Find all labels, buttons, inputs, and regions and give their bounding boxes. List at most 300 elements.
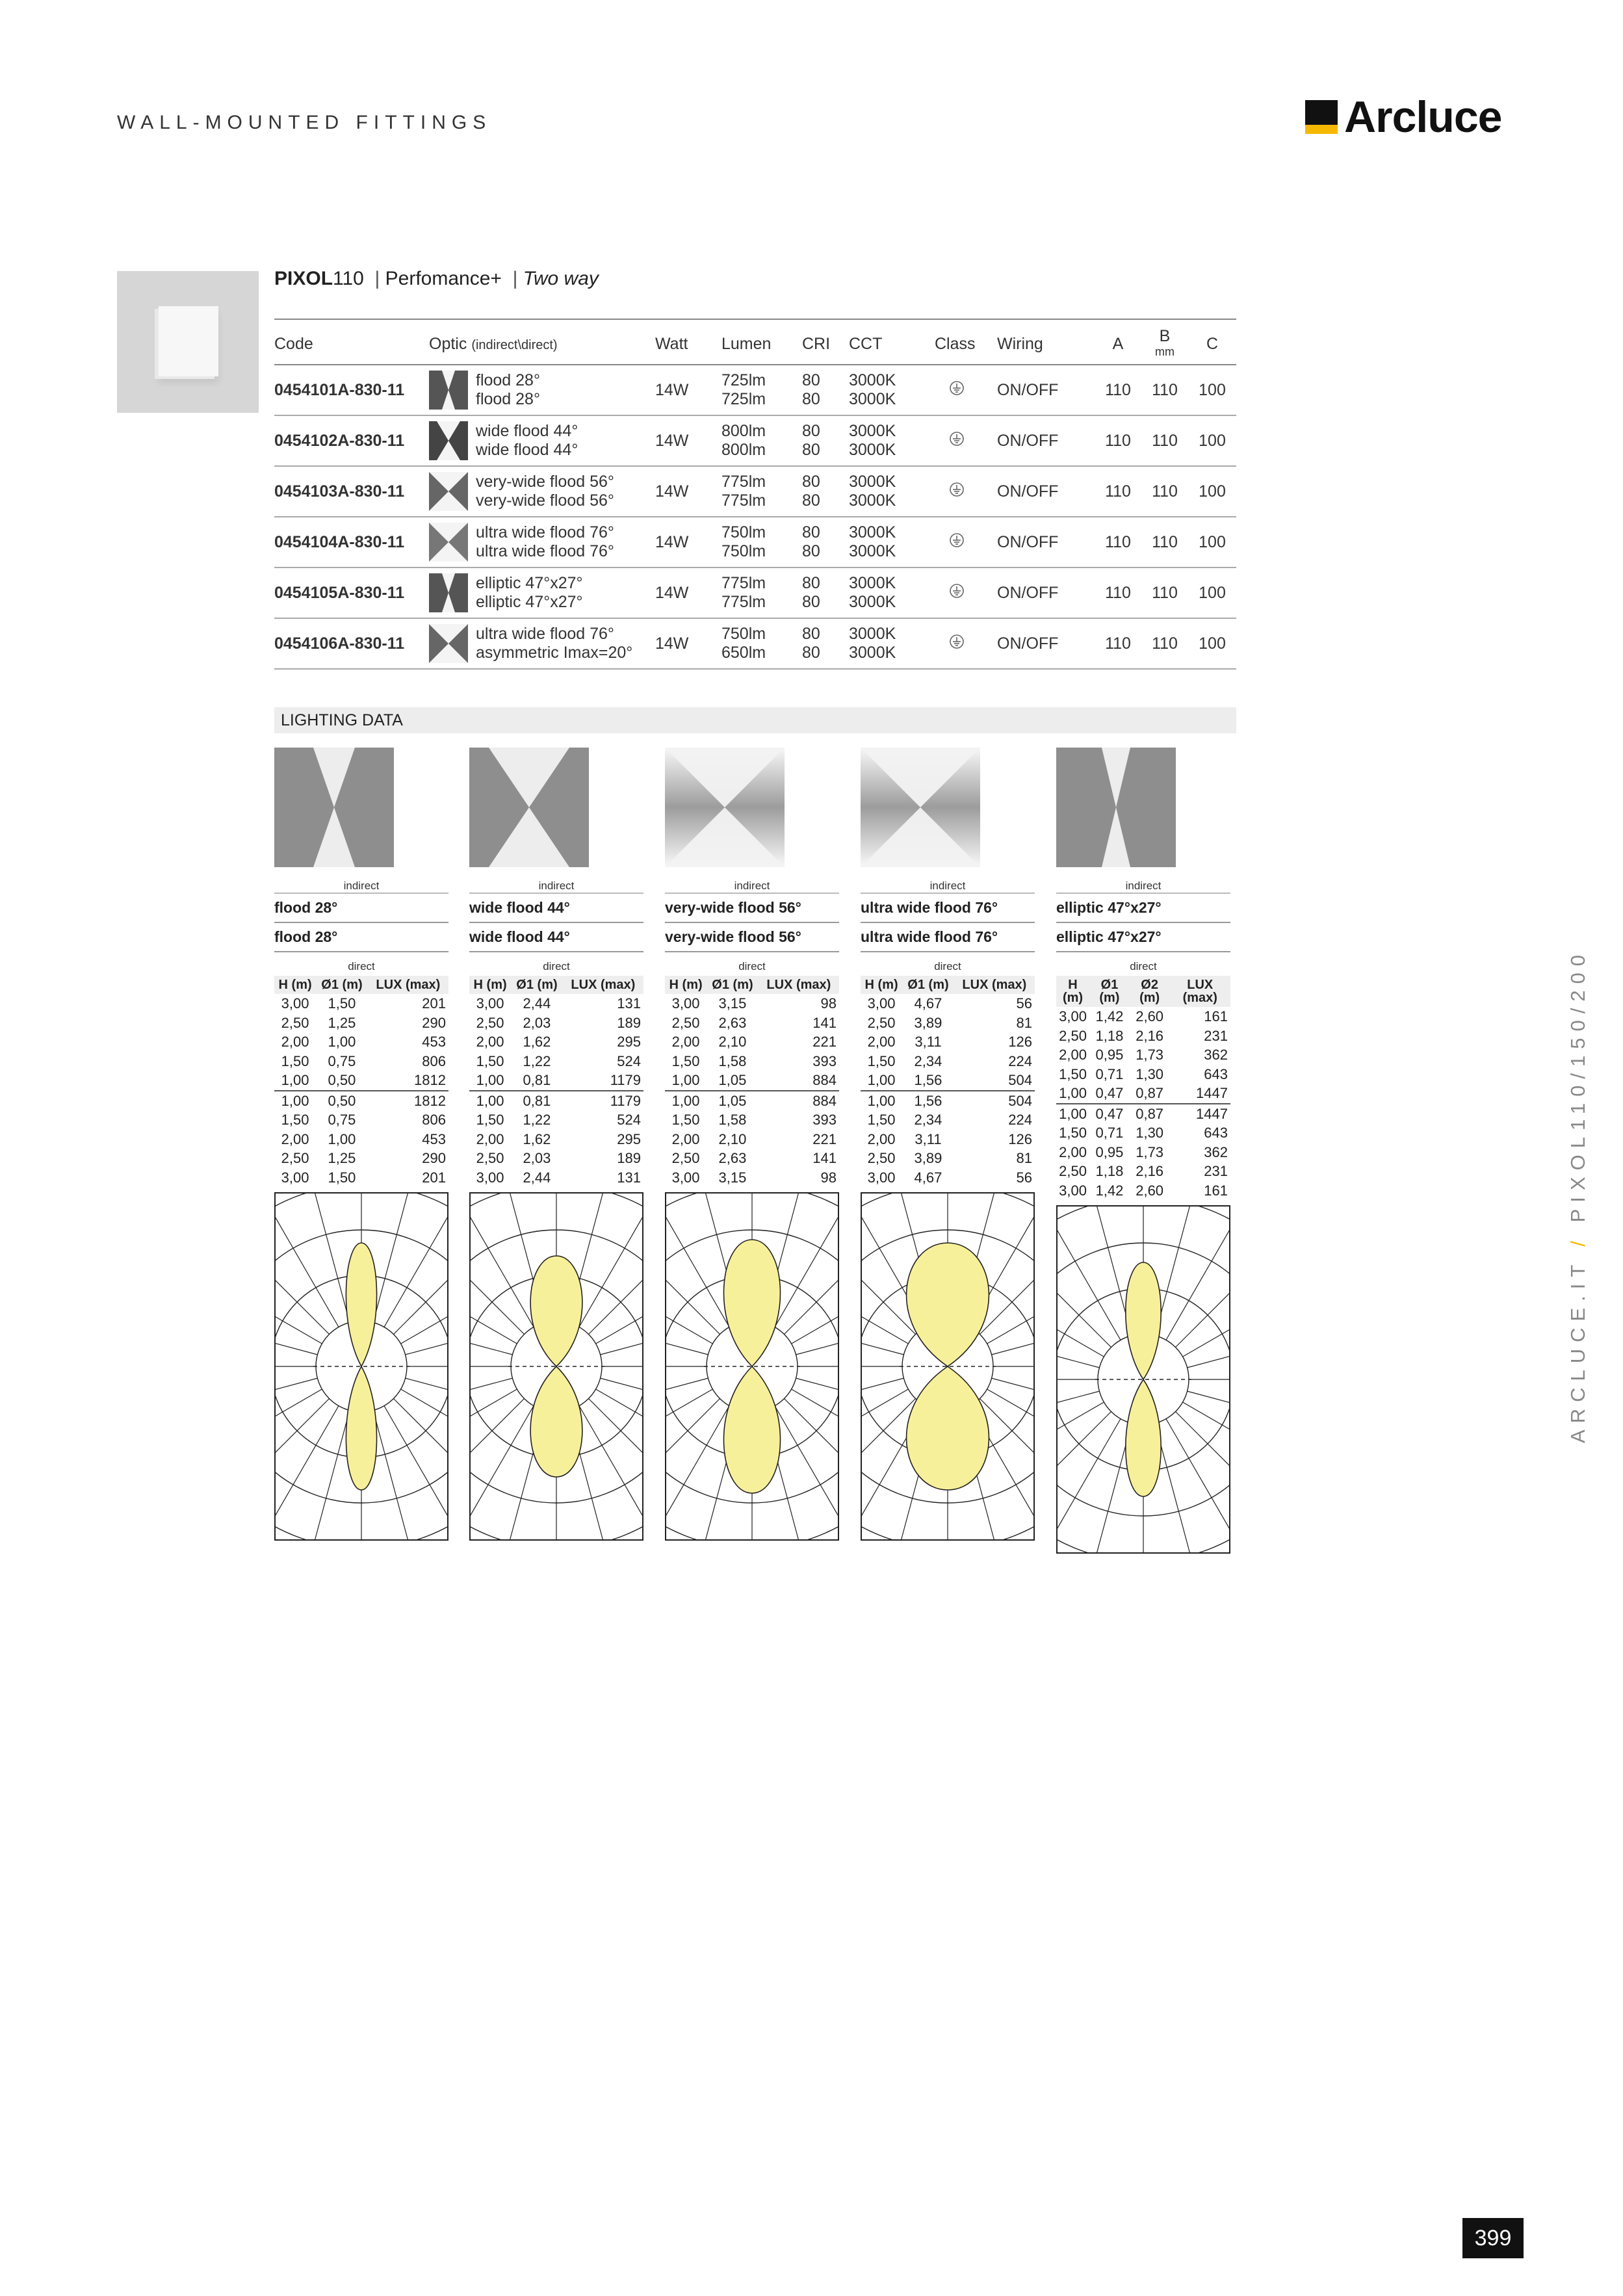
photometric-row (469, 1071, 643, 1091)
direct-caption: direct (543, 960, 570, 972)
row-lumen-1: 775lm (721, 473, 766, 491)
photometric-cell: 290 (422, 1150, 446, 1166)
d2-head: Ø2 (m) (1130, 976, 1170, 1007)
photometric-row (1056, 1007, 1230, 1026)
photometric-cell: 1447 (1196, 1085, 1228, 1101)
photometric-cell: 0,87 (1136, 1085, 1164, 1101)
row-lumen-2: 800lm (721, 441, 766, 459)
photometric-row (665, 1013, 839, 1033)
header-b-label: B (1159, 327, 1171, 345)
photometric-cell: 126 (1008, 1034, 1032, 1050)
photometric-cell: 56 (1016, 995, 1032, 1011)
photometric-cell: 2,00 (476, 1034, 504, 1050)
photometric-table (665, 976, 839, 1187)
row-optic-direct: elliptic 47°x27° (476, 593, 583, 611)
row-code: 0454106A-830-11 (274, 618, 429, 669)
row-class (935, 415, 997, 466)
photometric-cell: 2,63 (718, 1014, 747, 1031)
photometric-cell: 3,15 (718, 995, 747, 1011)
lighting-column (1056, 748, 1230, 1557)
photometric-cell: 2,03 (523, 1014, 551, 1031)
photometric-cell: 2,34 (914, 1052, 942, 1069)
lux-head: LUX (max) (1170, 976, 1231, 1007)
photometric-cell: 224 (1008, 1052, 1032, 1069)
row-optic (429, 415, 655, 466)
row-cct-1: 3000K (849, 422, 896, 440)
header-watt: Watt (655, 319, 721, 365)
photometric-cell: 0,95 (1095, 1143, 1124, 1160)
header-a: A (1095, 319, 1141, 365)
photometric-row (665, 1149, 839, 1168)
optic-beam-icon (429, 573, 468, 612)
photometric-cell: 1,05 (718, 1072, 747, 1088)
photometric-cell: 2,34 (914, 1112, 942, 1128)
d1-head: Ø1 (m) (902, 976, 954, 994)
row-cct (849, 365, 935, 415)
row-c: 100 (1188, 365, 1236, 415)
photometric-cell: 1,50 (476, 1052, 504, 1069)
photometric-cell: 81 (1016, 1150, 1032, 1166)
photometric-cell: 1,50 (476, 1112, 504, 1128)
beam-photo-image (274, 748, 394, 867)
row-c: 100 (1188, 618, 1236, 669)
row-cri-2: 80 (802, 441, 820, 459)
row-lumen-1: 725lm (721, 371, 766, 389)
photometric-cell: 884 (812, 1072, 837, 1088)
photometric-cell: 1812 (414, 1072, 446, 1088)
photometric-cell: 221 (812, 1130, 837, 1147)
optic-name-direct: elliptic 47°x27° (1056, 923, 1230, 952)
h-head: H (m) (861, 976, 902, 994)
header-cct: CCT (849, 319, 935, 365)
photometric-cell: 1,42 (1095, 1182, 1124, 1199)
photometric-cell: 2,50 (867, 1150, 896, 1166)
row-b: 110 (1141, 415, 1188, 466)
photometric-cell: 2,50 (1059, 1027, 1087, 1044)
photometric-row (861, 1149, 1035, 1168)
row-optic-indirect: flood 28° (476, 371, 540, 389)
photometric-cell: 2,00 (671, 1034, 700, 1050)
optic-beam-icon (429, 421, 468, 460)
row-wiring: ON/OFF (997, 517, 1095, 567)
photometric-cell: 4,67 (914, 995, 942, 1011)
lighting-column (665, 748, 839, 1544)
direct-caption: direct (934, 960, 961, 972)
photometric-cell: 0,87 (1130, 1104, 1170, 1124)
logo-wordmark: Arcluce (1344, 92, 1502, 142)
h-head: H (m) (665, 976, 707, 994)
photometric-cell: 3,00 (476, 995, 504, 1011)
side-vertical-text (1566, 948, 1590, 1443)
row-lumen (721, 415, 802, 466)
photometric-row (665, 994, 839, 1013)
indirect-caption: indirect (734, 880, 770, 892)
photometric-cell: 2,16 (1136, 1163, 1164, 1179)
beam-photo-image (469, 748, 589, 867)
row-optic-direct: flood 28° (476, 390, 540, 408)
photometric-cell: 1,56 (914, 1072, 942, 1088)
row-wiring: ON/OFF (997, 567, 1095, 618)
class-ground-icon (949, 583, 965, 599)
row-lumen-2: 725lm (721, 390, 766, 408)
optic-name-indirect: flood 28° (274, 893, 448, 923)
photometric-row (861, 1168, 1035, 1188)
polar-diagram (1056, 1205, 1230, 1554)
photometric-cell: 884 (759, 1091, 839, 1111)
section-title: WALL-MOUNTED FITTINGS (117, 112, 492, 133)
photometric-cell: 1,30 (1136, 1125, 1164, 1141)
row-cct-2: 3000K (849, 644, 896, 662)
product-variant: Perfomance+ (385, 268, 502, 289)
row-watt: 14W (655, 365, 721, 415)
row-lumen (721, 567, 802, 618)
photometric-table (274, 976, 448, 1187)
photometric-cell: 362 (1204, 1047, 1228, 1063)
photometric-cell: 1,00 (328, 1130, 356, 1147)
photometric-cell: 1,50 (328, 1169, 356, 1186)
row-optic (429, 365, 655, 415)
photometric-cell: 290 (422, 1014, 446, 1031)
photometric-cell: 201 (422, 995, 446, 1011)
photometric-row (469, 1168, 643, 1188)
row-cri-2: 80 (802, 542, 820, 560)
class-ground-icon (949, 482, 965, 497)
photometric-cell: 3,89 (914, 1150, 942, 1166)
photometric-cell: 231 (1204, 1027, 1228, 1044)
photometric-cell: 0,47 (1095, 1085, 1124, 1101)
photometric-cell: 2,10 (718, 1130, 747, 1147)
photometric-row (469, 1149, 643, 1168)
photometric-cell: 1,50 (867, 1112, 896, 1128)
row-optic-direct: wide flood 44° (476, 441, 578, 459)
row-cct-1: 3000K (849, 371, 896, 389)
row-optic-indirect: very-wide flood 56° (476, 473, 614, 491)
side-series: PIXOL110/150/200 (1566, 948, 1589, 1223)
optic-beam-icon (429, 523, 468, 562)
photometric-cell: 2,00 (281, 1130, 309, 1147)
d1-head: Ø1 (m) (511, 976, 563, 994)
indirect-caption: indirect (538, 880, 575, 892)
optic-name-indirect: elliptic 47°x27° (1056, 893, 1230, 923)
photometric-header (469, 976, 643, 994)
row-cri-1: 80 (802, 625, 820, 643)
photometric-row (665, 1032, 839, 1052)
photometric-table (469, 976, 643, 1187)
row-cri (802, 365, 849, 415)
optic-beam-icon (429, 371, 468, 410)
header-b (1141, 319, 1188, 365)
row-watt: 14W (655, 567, 721, 618)
photometric-cell: 0,47 (1089, 1104, 1130, 1124)
optic-beam-icon (429, 624, 468, 663)
photometric-cell: 1,22 (523, 1052, 551, 1069)
row-code: 0454103A-830-11 (274, 466, 429, 517)
photometric-cell: 1,00 (867, 1072, 896, 1088)
photometric-row (1056, 1162, 1230, 1181)
photometric-row (1056, 1026, 1230, 1046)
photometric-cell: 3,00 (281, 995, 309, 1011)
row-cri-2: 80 (802, 593, 820, 611)
row-cct (849, 517, 935, 567)
photometric-cell: 504 (954, 1091, 1035, 1111)
photometric-cell: 131 (617, 995, 641, 1011)
row-class (935, 517, 997, 567)
photometric-cell: 141 (812, 1150, 837, 1166)
photometric-cell: 2,00 (281, 1034, 309, 1050)
photometric-cell: 295 (617, 1130, 641, 1147)
photometric-cell: 1,25 (328, 1150, 356, 1166)
class-ground-icon (949, 380, 965, 396)
row-optic-direct: ultra wide flood 76° (476, 542, 614, 560)
polar-diagram (665, 1192, 839, 1541)
photometric-cell: 1,50 (1059, 1125, 1087, 1141)
photometric-cell: 2,63 (718, 1150, 747, 1166)
photometric-cell: 643 (1204, 1125, 1228, 1141)
photometric-cell: 3,11 (915, 1034, 942, 1050)
table-row (274, 415, 1236, 466)
polar-diagram (861, 1192, 1035, 1541)
row-cri (802, 466, 849, 517)
header-cri: CRI (802, 319, 849, 365)
photometric-cell: 2,16 (1136, 1027, 1164, 1044)
photometric-row (274, 1168, 448, 1188)
photometric-cell: 0,75 (328, 1112, 356, 1128)
photometric-row (274, 1149, 448, 1168)
header-wiring: Wiring (997, 319, 1095, 365)
photometric-row (274, 994, 448, 1013)
photometric-cell: 2,03 (523, 1150, 551, 1166)
photometric-header (665, 976, 839, 994)
photometric-row (861, 994, 1035, 1013)
row-c: 100 (1188, 517, 1236, 567)
polar-diagram (469, 1192, 643, 1541)
photometric-row (1056, 1065, 1230, 1084)
row-b: 110 (1141, 517, 1188, 567)
row-lumen (721, 517, 802, 567)
class-ground-icon (949, 532, 965, 548)
photometric-cell: 2,50 (671, 1014, 700, 1031)
photometric-cell: 0,95 (1095, 1047, 1124, 1063)
photometric-cell: 1,58 (718, 1052, 747, 1069)
photometric-cell: 1,56 (902, 1091, 954, 1111)
photometric-cell: 81 (1016, 1014, 1032, 1031)
photometric-row (469, 1130, 643, 1149)
photometric-row (1056, 1123, 1230, 1143)
row-lumen-1: 800lm (721, 422, 766, 440)
h-head: H (m) (274, 976, 316, 994)
photometric-cell: 2,50 (671, 1150, 700, 1166)
header-class: Class (935, 319, 997, 365)
product-thumbnail (117, 271, 259, 413)
photometric-row (469, 1052, 643, 1071)
photometric-cell: 189 (617, 1150, 641, 1166)
photometric-cell: 1,25 (328, 1014, 356, 1031)
photometric-header (861, 976, 1035, 994)
photometric-cell: 1,00 (1056, 1104, 1089, 1124)
photometric-cell: 3,89 (914, 1014, 942, 1031)
page-number: 399 (1462, 2218, 1524, 2258)
side-url[interactable]: ARCLUCE.IT (1566, 1259, 1589, 1443)
photometric-cell: 1,05 (707, 1091, 759, 1111)
row-cct (849, 567, 935, 618)
row-cri-2: 80 (802, 644, 820, 662)
indirect-caption: indirect (343, 880, 380, 892)
row-a: 110 (1095, 365, 1141, 415)
optic-beam-icon (429, 472, 468, 511)
photometric-cell: 1,50 (328, 995, 356, 1011)
photometric-row (469, 1110, 643, 1130)
photometric-cell: 131 (617, 1169, 641, 1186)
photometric-cell: 3,00 (867, 1169, 896, 1186)
photometric-cell: 1,62 (523, 1034, 551, 1050)
photometric-row (1056, 1104, 1230, 1124)
photometric-cell: 2,00 (1059, 1047, 1087, 1063)
row-b: 110 (1141, 618, 1188, 669)
photometric-row (274, 1013, 448, 1033)
photometric-cell: 1,00 (861, 1091, 902, 1111)
row-cct-2: 3000K (849, 593, 896, 611)
photometric-row (274, 1071, 448, 1091)
photometric-cell: 2,00 (476, 1130, 504, 1147)
photometric-table (861, 976, 1035, 1187)
photometric-row (861, 1013, 1035, 1033)
row-lumen (721, 618, 802, 669)
row-cct (849, 618, 935, 669)
photometric-row (469, 1091, 643, 1111)
row-lumen-2: 775lm (721, 593, 766, 611)
row-c: 100 (1188, 415, 1236, 466)
optic-name-indirect: very-wide flood 56° (665, 893, 839, 923)
row-wiring: ON/OFF (997, 466, 1095, 517)
photometric-cell: 1,50 (671, 1112, 700, 1128)
row-lumen-1: 775lm (721, 574, 766, 592)
row-cct-1: 3000K (849, 473, 896, 491)
photometric-cell: 453 (422, 1130, 446, 1147)
photometric-cell: 2,44 (523, 1169, 551, 1186)
arcluce-logo (1305, 91, 1501, 143)
header-optic-label: Optic (429, 334, 467, 353)
photometric-row (665, 1130, 839, 1149)
row-cct-1: 3000K (849, 625, 896, 643)
photometric-cell: 1179 (563, 1091, 643, 1111)
photometric-row (274, 1032, 448, 1052)
photometric-row (665, 1168, 839, 1188)
indirect-caption: indirect (929, 880, 966, 892)
row-watt: 14W (655, 415, 721, 466)
photometric-cell: 1,73 (1136, 1143, 1164, 1160)
row-code: 0454102A-830-11 (274, 415, 429, 466)
row-b: 110 (1141, 466, 1188, 517)
photometric-cell: 0,81 (511, 1091, 563, 1111)
row-cct-1: 3000K (849, 574, 896, 592)
photometric-cell: 1,18 (1095, 1027, 1124, 1044)
photometric-cell: 1,00 (476, 1072, 504, 1088)
lighting-column (274, 748, 448, 1544)
row-cri-1: 80 (802, 473, 820, 491)
table-row (274, 365, 1236, 415)
lux-head: LUX (max) (954, 976, 1035, 994)
row-cct-2: 3000K (849, 390, 896, 408)
photometric-row (861, 1071, 1035, 1091)
row-lumen-2: 650lm (721, 644, 766, 662)
row-optic-indirect: ultra wide flood 76° (476, 625, 614, 643)
photometric-row (665, 1110, 839, 1130)
photometric-cell: 1,50 (1059, 1065, 1087, 1082)
beam-photo-image (665, 748, 785, 867)
photometric-row (1056, 1143, 1230, 1162)
photometric-cell: 1,18 (1095, 1163, 1124, 1179)
photometric-cell: 161 (1204, 1182, 1228, 1199)
photometric-row (274, 1130, 448, 1149)
photometric-cell: 4,67 (914, 1169, 942, 1186)
photometric-cell: 2,50 (281, 1014, 309, 1031)
photometric-cell: 453 (422, 1034, 446, 1050)
photometric-row (861, 1110, 1035, 1130)
row-cct-2: 3000K (849, 491, 896, 510)
photometric-cell: 3,00 (476, 1169, 504, 1186)
photometric-cell: 3,15 (718, 1169, 747, 1186)
row-cri-2: 80 (802, 390, 820, 408)
product-cube-image (159, 306, 218, 376)
d1-head: Ø1 (m) (1089, 976, 1130, 1007)
table-row (274, 517, 1236, 567)
row-code: 0454101A-830-11 (274, 365, 429, 415)
product-name-rest: 110 (333, 268, 364, 289)
optic-name-direct: flood 28° (274, 923, 448, 952)
photometric-cell: 643 (1204, 1065, 1228, 1082)
spec-table (274, 319, 1236, 670)
lux-head: LUX (max) (368, 976, 448, 994)
photometric-cell: 3,00 (281, 1169, 309, 1186)
photometric-cell: 2,60 (1136, 1008, 1164, 1024)
header-unit: mm (1155, 345, 1175, 358)
row-wiring: ON/OFF (997, 415, 1095, 466)
row-optic (429, 567, 655, 618)
row-cct-2: 3000K (849, 441, 896, 459)
row-class (935, 567, 997, 618)
photometric-row (861, 1130, 1035, 1149)
row-optic-indirect: ultra wide flood 76° (476, 523, 614, 541)
row-a: 110 (1095, 466, 1141, 517)
header-code: Code (274, 319, 429, 365)
photometric-cell: 224 (1008, 1112, 1032, 1128)
photometric-cell: 1,30 (1136, 1065, 1164, 1082)
photometric-cell: 0,71 (1095, 1125, 1124, 1141)
photometric-row (274, 1091, 448, 1111)
photometric-cell: 3,00 (671, 995, 700, 1011)
table-row (274, 466, 1236, 517)
photometric-cell: 221 (812, 1034, 837, 1050)
photometric-row (1056, 1084, 1230, 1104)
photometric-row (469, 1032, 643, 1052)
row-cct (849, 466, 935, 517)
photometric-cell: 1,73 (1136, 1047, 1164, 1063)
row-optic-direct: asymmetric Imax=20° (476, 644, 633, 662)
row-optic (429, 517, 655, 567)
optic-name-direct: ultra wide flood 76° (861, 923, 1035, 952)
photometric-row (469, 1013, 643, 1033)
row-class (935, 618, 997, 669)
photometric-row (665, 1091, 839, 1111)
row-lumen-1: 750lm (721, 625, 766, 643)
photometric-cell: 0,75 (328, 1052, 356, 1069)
optic-name-indirect: ultra wide flood 76° (861, 893, 1035, 923)
photometric-cell: 161 (1204, 1008, 1228, 1024)
photometric-cell: 393 (812, 1112, 837, 1128)
photometric-cell: 56 (1016, 1169, 1032, 1186)
logo-mark-icon (1305, 100, 1338, 134)
row-wiring: ON/OFF (997, 618, 1095, 669)
